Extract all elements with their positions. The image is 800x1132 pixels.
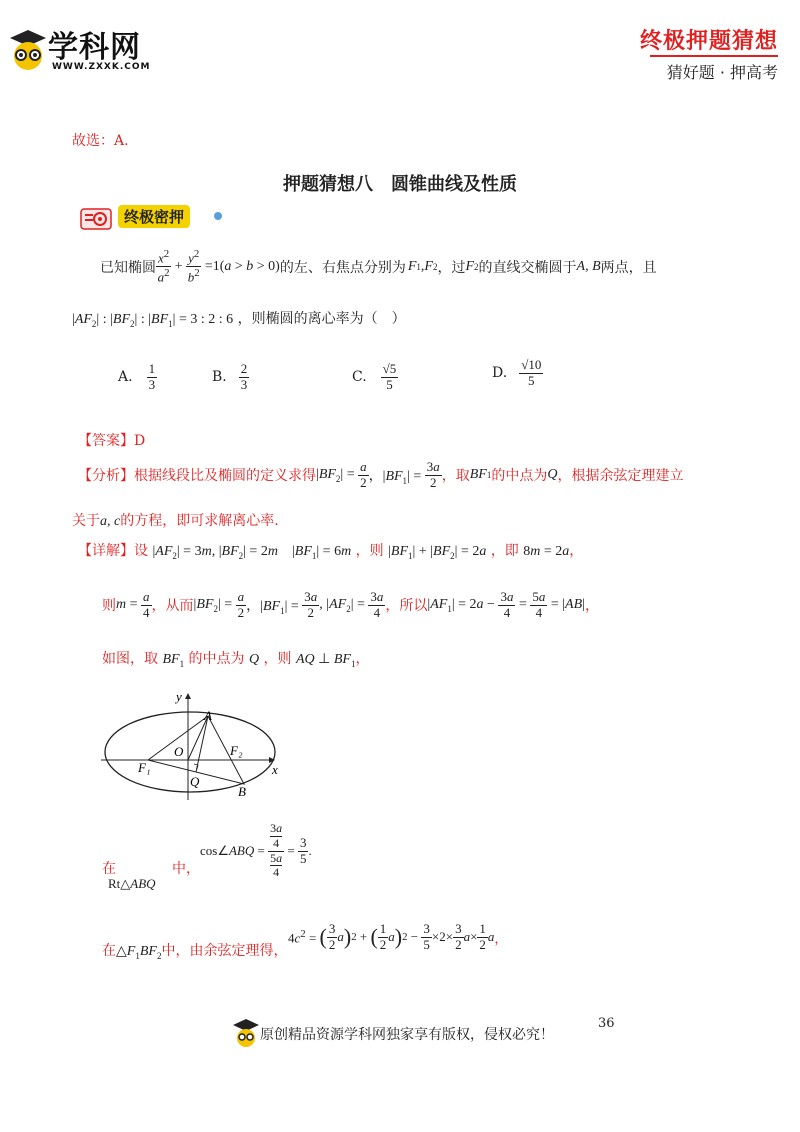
brand-subtitle: 猜好题 · 押高考 xyxy=(666,63,778,82)
cosine-rule-equation: $4c^2$ = ( $\frac{3}{2}$ a ) 2 + ( $\frac{1}{2}$ a ) 2 − $\frac{3}{5}$ ×2× $\frac{3}{2}$ a× $\frac{1}{2}$ a ， xyxy=(288,921,508,952)
option-d[interactable]: D. $\frac{√10}{5}$ xyxy=(492,357,542,388)
rt-zai: 在 xyxy=(102,861,116,877)
answer-line: 【答案】D xyxy=(78,433,146,449)
option-a[interactable]: A. $\frac{1}{3}$ xyxy=(118,361,156,392)
ellipse-term-x: $\frac{x^2}{a^2}$ xyxy=(157,248,170,285)
rt-zhong: 中， xyxy=(172,861,200,877)
question-text: 的直线交椭圆于 xyxy=(478,259,577,276)
logo-text: 学科网 xyxy=(48,30,141,65)
right-angle-mark xyxy=(194,764,198,769)
badge-dot xyxy=(214,212,222,220)
page-number: 36 xyxy=(598,1016,615,1031)
label-o: O xyxy=(174,744,184,759)
option-b[interactable]: B. $\frac{2}{3}$ xyxy=(212,361,248,392)
brand-title: 终极押题猜想 xyxy=(639,29,778,54)
previous-answer: 故选：A. xyxy=(72,133,129,149)
question-text: 的左、右焦点分别为 xyxy=(279,259,406,276)
question-text: 两点，且 xyxy=(600,259,657,276)
question-text: ，则椭圆的离心率为（ ） xyxy=(237,311,406,327)
badge-label: 终极密押 xyxy=(118,205,190,228)
detail-line-3: 如图，取 $BF_1$ 的中点为 Q ，则 AQ ⊥ $BF_1$， xyxy=(102,651,370,669)
label-y: y xyxy=(176,689,182,704)
badge-icon xyxy=(80,206,114,232)
footer-owl-icon xyxy=(232,1018,260,1048)
label-f2: F₂ xyxy=(230,743,243,758)
segment-aq xyxy=(196,716,208,772)
ellipse-diagram xyxy=(96,688,296,808)
rt-triangle-name: Rt△ABQ xyxy=(108,876,156,891)
label-q: Q xyxy=(190,774,200,789)
detail-line-1: 【详解】设 $|AF_2| = 3m$, $|BF_2| = 2m$ $|BF_1| = 6m$ ，则 $|BF_1| + |BF_2| = 2a$ ，即 8m = 2a， xyxy=(78,543,584,561)
label-a: A xyxy=(204,708,212,723)
section-title: 押题猜想八 圆锥曲线及性质 xyxy=(283,174,517,195)
detail-line-2: 则 m = $\frac{a}{4}$ ，从而 $|BF_2|$ = $\frac{a}{2}$ ，$|BF_1|$ = $\frac{3a}{2}$ , $|AF_2|$ = $\frac{3a}{4}$ ，所以 $|AF_1| = 2a$ − $\frac{3a}{4}$ = $\frac{5a}{4}$ = |AB| ， xyxy=(102,589,599,620)
question-line-1: 已知椭圆 $\frac{x^2}{a^2}$ + $\frac{y^2}{b^2}$ =1(a > b > 0) 的左、右焦点分别为 F 1 , F 2 ，过 F 2 的直线交椭圆于 A, B 两点，且 xyxy=(100,248,657,285)
label-x: x xyxy=(272,762,278,777)
analysis-line-1: 【分析】 根据线段比及椭圆的定义求得 $|BF_2|$ = $\frac{a}{2}$ ，$|BF_1|$ = $\frac{3a}{2}$ ，取 BF 1 的中点为 Q ，根据余弦定理建立 xyxy=(78,459,684,490)
question-text: ，过 xyxy=(437,259,466,276)
question-text: 已知椭圆 xyxy=(100,259,156,276)
option-c[interactable]: C. $\frac{√5}{5}$ xyxy=(352,361,397,392)
analysis-line-2: 关于a, c的方程，即可求解离心率. xyxy=(72,513,279,529)
label-b: B xyxy=(238,784,246,799)
logo-owl-icon xyxy=(8,28,48,72)
footer-copyright: 原创精品资源学科网独家享有版权，侵权必究！ xyxy=(260,1027,554,1043)
brand-divider xyxy=(650,55,778,57)
cosine-rule-intro: 在$\triangle F_1BF_2$中，由余弦定理得， xyxy=(102,943,288,961)
cos-abq-equation: cos∠ABQ = 3a 4 5a 4 = $\frac{3}{5}$ . xyxy=(200,821,312,880)
question-line-2: $|AF_2|$ : $|BF_2|$ : $|BF_1| = 3$ : 2 : 6 ，则椭圆的离心率为（ ） xyxy=(72,311,406,329)
ellipse-term-y: $\frac{y^2}{b^2}$ xyxy=(187,248,200,285)
label-f1: F₁ xyxy=(138,760,151,775)
logo-url: WWW.ZXXK.COM xyxy=(52,62,151,72)
